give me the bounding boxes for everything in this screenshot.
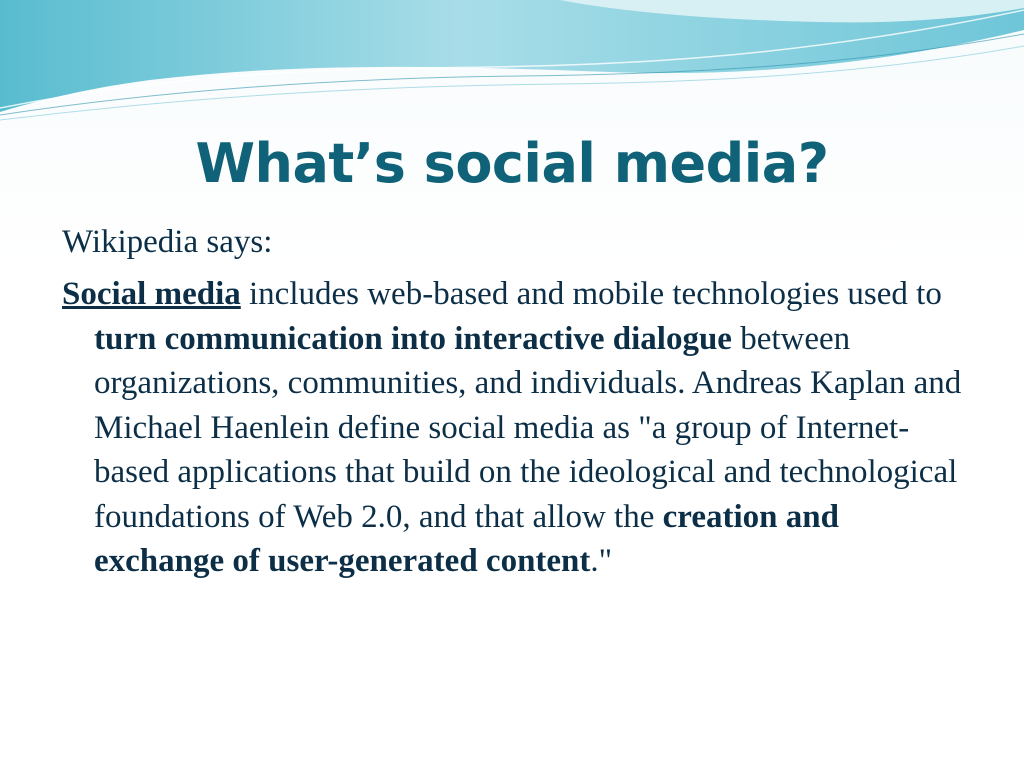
slide-body <box>62 220 962 584</box>
definition-emphasis-1: turn communication into interactive dialogue <box>94 320 732 357</box>
decorative-wave-header <box>0 0 1024 130</box>
definition-text-3: ." <box>590 543 613 579</box>
slide-title: What’s social media? <box>195 132 829 195</box>
defined-term: Social media <box>62 276 241 312</box>
definition-text-1: includes web-based and mobile technologies used to <box>240 276 942 312</box>
definition-text-2: between organizations, communities, and individuals. Andreas Kaplan and Michael Haenlein define social media as "a group of Internet-based applications that build on the ideological and technological foundations of Web 2.0, and that allow the <box>94 320 962 535</box>
intro-text: Wikipedia says: <box>62 224 273 260</box>
definition-emphasis-2: creation and exchange of user-generated content <box>94 498 839 579</box>
definition-paragraph <box>62 272 962 584</box>
